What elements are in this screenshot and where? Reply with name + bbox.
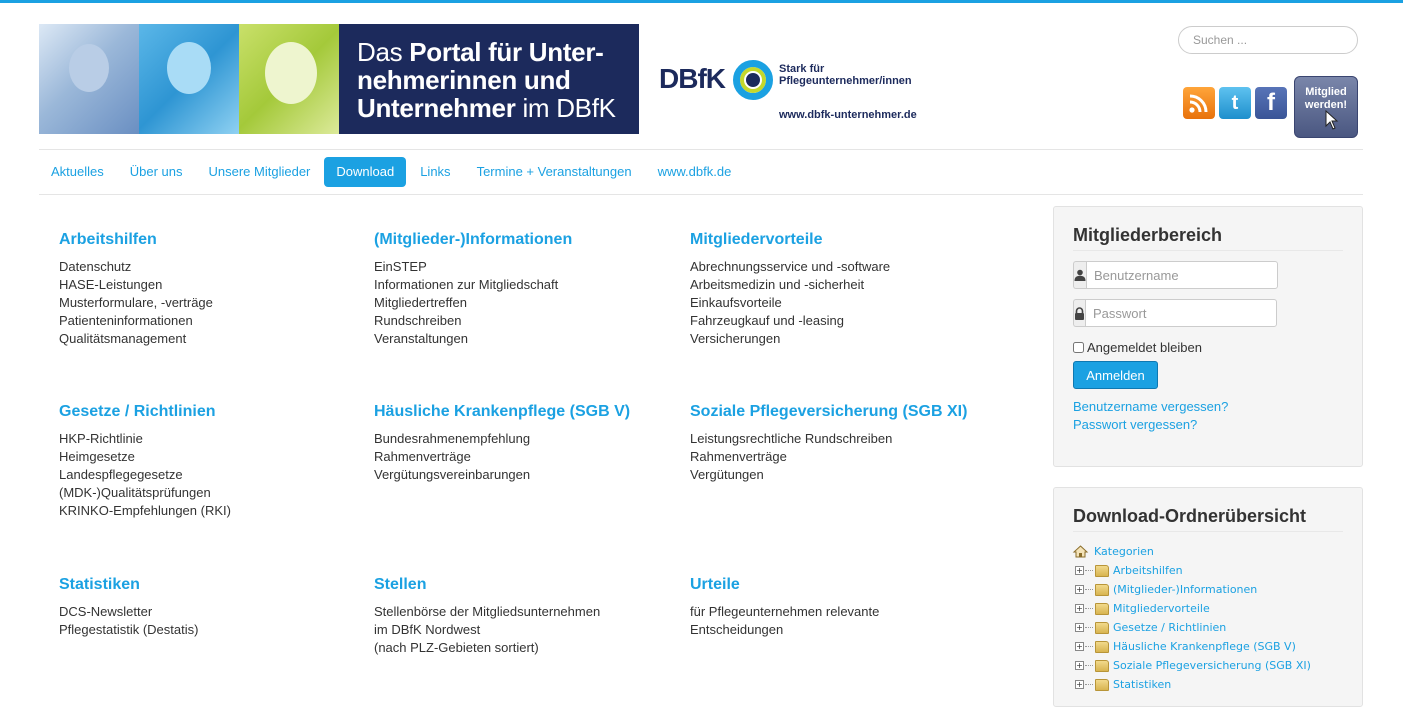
home-icon <box>1073 545 1088 558</box>
folder-icon <box>1095 565 1109 577</box>
category-link[interactable]: Vergütungen <box>690 467 764 482</box>
category-link[interactable]: Leistungsrechtliche Rundschreiben <box>690 431 893 446</box>
tree-folder[interactable] <box>1073 561 1343 580</box>
expand-icon[interactable]: + <box>1076 623 1083 632</box>
category-link[interactable]: Pflegestatistik (Destatis) <box>59 622 199 637</box>
username-input[interactable] <box>1086 261 1278 289</box>
category-title[interactable]: Mitgliedervorteile <box>690 231 823 248</box>
tree-folder[interactable] <box>1073 637 1343 656</box>
cursor-icon <box>1325 110 1339 130</box>
tree-folder-label: Häusliche Krankenpflege (SGB V) <box>1113 640 1296 653</box>
category-link[interactable]: Abrechnungsservice und -software <box>690 259 891 274</box>
login-title: Mitgliederbereich <box>1073 207 1343 251</box>
nav-unsere-mitglieder[interactable]: Unsere Mitglieder <box>208 164 311 179</box>
search-input[interactable] <box>1178 26 1358 54</box>
category-title[interactable]: Stellen <box>374 576 427 593</box>
category-link[interactable]: Rahmenverträge <box>374 449 471 464</box>
category-pflegeversicherung <box>690 403 1000 484</box>
logo-ring-icon <box>733 60 773 100</box>
member-login-panel <box>1053 206 1363 467</box>
tree-folder[interactable] <box>1073 656 1343 675</box>
tree-root-label: Kategorien <box>1094 545 1154 558</box>
category-title[interactable]: Arbeitshilfen <box>59 231 157 248</box>
category-link[interactable]: Qualitätsmanagement <box>59 331 187 346</box>
category-title[interactable]: Soziale Pflegeversicherung (SGB XI) <box>690 403 968 420</box>
nav-dbfk[interactable]: www.dbfk.de <box>657 164 732 179</box>
tree-folder[interactable] <box>1073 675 1343 694</box>
category-link[interactable]: Entscheidungen <box>690 622 784 637</box>
category-link[interactable]: HASE-Leistungen <box>59 277 163 292</box>
category-link[interactable]: Bundesrahmenempfehlung <box>374 431 531 446</box>
password-input[interactable] <box>1085 299 1277 327</box>
category-link[interactable]: (MDK-)Qualitätsprüfungen <box>59 485 211 500</box>
tree-folder-label: Mitgliedervorteile <box>1113 602 1210 615</box>
category-link[interactable]: Vergütungsvereinbarungen <box>374 467 531 482</box>
category-link[interactable]: Heimgesetze <box>59 449 135 464</box>
tree-folder-label: Soziale Pflegeversicherung (SGB XI) <box>1113 659 1311 672</box>
category-link[interactable]: KRINKO-Empfehlungen (RKI) <box>59 503 231 518</box>
tree-folder[interactable] <box>1073 580 1343 599</box>
lock-icon <box>1073 299 1085 327</box>
category-link[interactable]: Patienteninformationen <box>59 313 193 328</box>
remember-checkbox[interactable] <box>1073 342 1084 353</box>
forgot-username-link[interactable]: Benutzername vergessen? <box>1073 399 1229 414</box>
folder-icon <box>1095 622 1109 634</box>
expand-icon[interactable]: + <box>1076 680 1083 689</box>
banner-photo-team <box>139 24 239 134</box>
banner-headline: Das Portal für Unter- nehmerinnen und Unternehmer im DBfK <box>339 24 639 134</box>
folder-icon <box>1095 584 1109 596</box>
category-link[interactable]: Einkaufsvorteile <box>690 295 782 310</box>
expand-icon[interactable]: + <box>1076 566 1083 575</box>
password-field <box>1073 299 1247 327</box>
logo-wordmark: DBfK <box>659 63 725 94</box>
expand-icon[interactable]: + <box>1076 604 1083 613</box>
category-link[interactable]: (nach PLZ-Gebieten sortiert) <box>374 640 539 655</box>
category-stellen <box>374 576 684 657</box>
tree-folder-label: (Mitglieder-)Informationen <box>1113 583 1258 596</box>
category-link[interactable]: Stellenbörse der Mitgliedsunternehmen <box>374 604 601 619</box>
category-link[interactable]: Landespflegegesetze <box>59 467 183 482</box>
become-member-button[interactable]: Mitglied werden! <box>1294 76 1358 138</box>
category-link[interactable]: DCS-Newsletter <box>59 604 153 619</box>
category-title[interactable]: Urteile <box>690 576 740 593</box>
login-help-links <box>1073 398 1343 434</box>
rss-icon[interactable] <box>1183 87 1215 119</box>
nav-ueber-uns[interactable]: Über uns <box>129 164 183 179</box>
category-gesetze <box>59 403 369 520</box>
category-link[interactable]: Versicherungen <box>690 331 781 346</box>
category-title[interactable]: Gesetze / Richtlinien <box>59 403 216 420</box>
category-statistiken <box>59 576 369 639</box>
folder-icon <box>1095 679 1109 691</box>
category-link[interactable]: Informationen zur Mitgliedschaft <box>374 277 559 292</box>
expand-icon[interactable]: + <box>1076 642 1083 651</box>
nav-links[interactable]: Links <box>420 164 451 179</box>
category-link[interactable]: HKP-Richtlinie <box>59 431 143 446</box>
category-title[interactable]: Statistiken <box>59 576 140 593</box>
expand-icon[interactable]: + <box>1076 585 1083 594</box>
category-title[interactable]: Häusliche Krankenpflege (SGB V) <box>374 403 631 420</box>
folder-icon <box>1095 660 1109 672</box>
twitter-icon[interactable]: t <box>1219 87 1251 119</box>
category-title[interactable]: (Mitglieder-)Informationen <box>374 231 573 248</box>
logo-url: www.dbfk-unternehmer.de <box>779 109 917 121</box>
nav-aktuelles[interactable]: Aktuelles <box>51 164 104 179</box>
nav-divider-top <box>39 149 1363 150</box>
category-link[interactable]: Arbeitsmedizin und -sicherheit <box>690 277 865 292</box>
folder-icon <box>1095 603 1109 615</box>
category-link[interactable]: Fahrzeugkauf und -leasing <box>690 313 844 328</box>
category-arbeitshilfen <box>59 231 369 348</box>
category-informationen <box>374 231 684 348</box>
category-mitgliedervorteile <box>690 231 1000 348</box>
nav-termine[interactable]: Termine + Veranstaltungen <box>476 164 632 179</box>
category-link[interactable]: Rundschreiben <box>374 313 462 328</box>
remember-me[interactable] <box>1073 340 1343 355</box>
category-krankenpflege <box>374 403 684 484</box>
tree-folder[interactable] <box>1073 599 1343 618</box>
username-field <box>1073 261 1247 289</box>
main-nav <box>39 157 745 187</box>
dbfk-logo[interactable] <box>659 58 929 128</box>
header-banner[interactable] <box>39 24 639 134</box>
user-icon <box>1073 261 1086 289</box>
category-link[interactable]: Datenschutz <box>59 259 132 274</box>
expand-icon[interactable]: + <box>1076 661 1083 670</box>
download-folder-tree-panel <box>1053 487 1363 707</box>
facebook-icon[interactable]: f <box>1255 87 1287 119</box>
category-link[interactable]: für Pflegeunternehmen relevante <box>690 604 880 619</box>
login-button[interactable]: Anmelden <box>1073 361 1158 389</box>
folder-tree <box>1073 542 1343 694</box>
category-link[interactable]: im DBfK Nordwest <box>374 622 481 637</box>
category-link[interactable]: Musterformulare, -verträge <box>59 295 213 310</box>
remember-label: Angemeldet bleiben <box>1087 340 1202 355</box>
folder-tree-title: Download-Ordnerübersicht <box>1073 488 1343 532</box>
tree-folder-label: Arbeitshilfen <box>1113 564 1183 577</box>
logo-tagline: Stark für Pflegeunternehmer/innen <box>779 63 912 87</box>
tree-root[interactable] <box>1073 542 1343 561</box>
forgot-password-link[interactable]: Passwort vergessen? <box>1073 417 1198 432</box>
category-link[interactable]: Rahmenverträge <box>690 449 787 464</box>
tree-folder-label: Statistiken <box>1113 678 1172 691</box>
banner-photo-woman <box>239 24 339 134</box>
nav-divider-bottom <box>39 194 1363 195</box>
category-link[interactable]: EinSTEP <box>374 259 427 274</box>
banner-photo-care <box>39 24 139 134</box>
category-urteile <box>690 576 1000 639</box>
category-link[interactable]: Mitgliedertreffen <box>374 295 467 310</box>
folder-icon <box>1095 641 1109 653</box>
tree-folder-label: Gesetze / Richtlinien <box>1113 621 1227 634</box>
category-link[interactable]: Veranstaltungen <box>374 331 468 346</box>
nav-download[interactable]: Download <box>324 157 406 187</box>
tree-folder[interactable] <box>1073 618 1343 637</box>
